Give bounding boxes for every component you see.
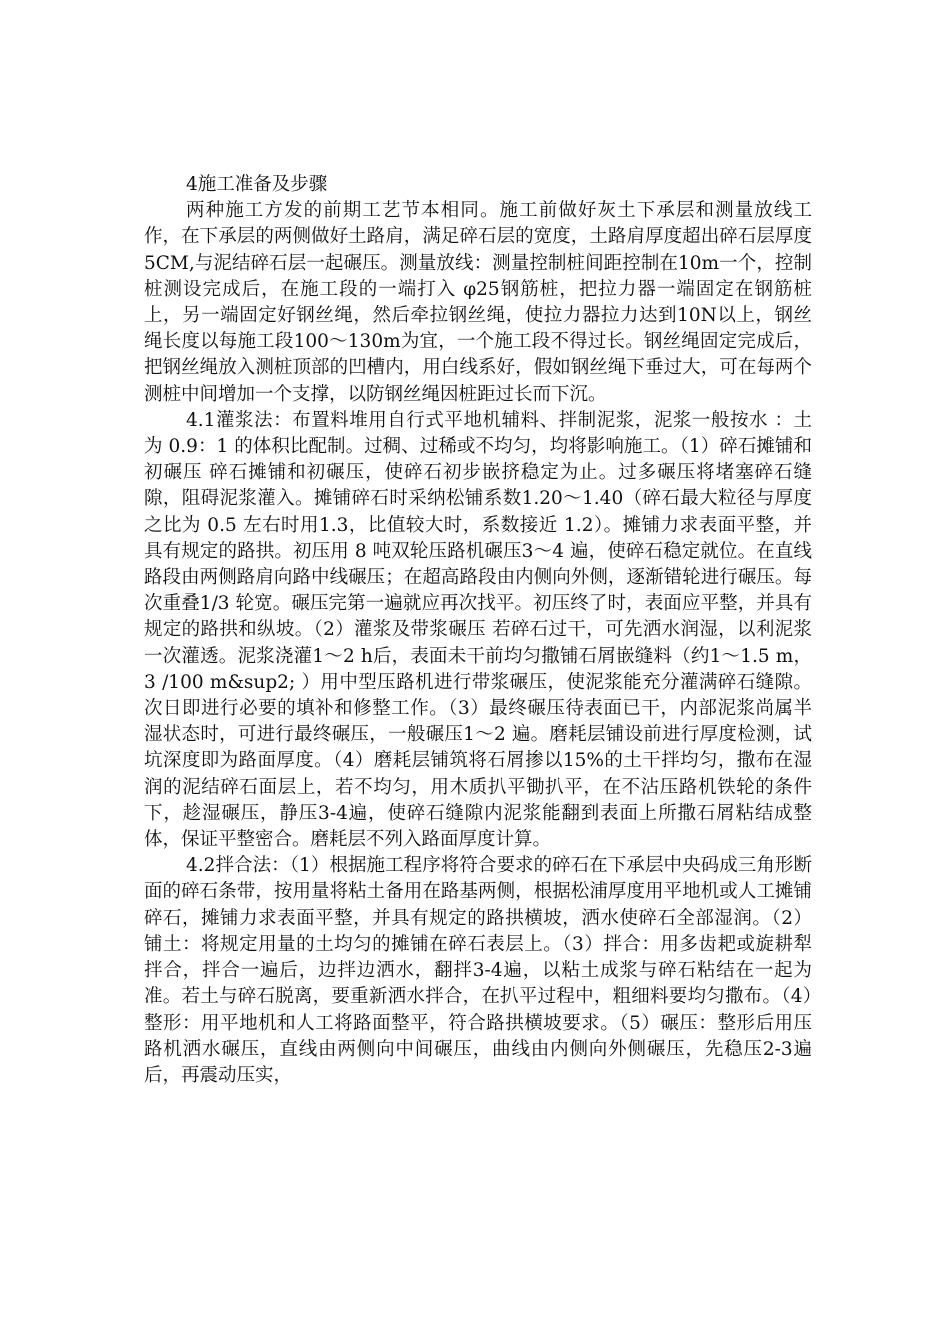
- paragraph-preparation: 两种施工方发的前期工艺节本相同。施工前做好灰土下承层和测量放线工作，在下承层的两侧做好土路肩，满足碎石层的宽度，土路肩厚度超出碎石层厚度5CM,与泥结碎石层一起碾压。测量放线：测量控制桩间距控制在10m一个，控制桩测设完成后，在施工段的一端打入 φ25钢筋桩，把拉力器一端固定在钢筋桩上，另一端固定好钢丝绳，然后牵拉钢丝绳，使拉力器拉力达到10N以上，钢丝绳长度以每施工段100～130m为宜，一个施工段不得过长。钢丝绳固定完成后，把钢丝绳放入测桩顶部的凹槽内，用白线系好，假如钢丝绳下垂过大，可在每两个测桩中间增加一个支撑，以防钢丝绳因桩距过长而下沉。: [144, 200, 812, 405]
- paragraph-grouting-method: 4.1灌浆法：布置料堆用自行式平地机辅料、拌制泥浆，泥浆一般按水 ：土为 0.9：1 的体积比配制。过稠、过稀或不均匀，均将影响施工。（1）碎石摊铺和初碾压 碎石摊铺和初碾压，使碎石初步嵌挤稳定为止。过多碾压将堵塞碎石缝隙，阻碍泥浆灌入。摊铺碎石时采纳松铺系数1.20～1.40（碎石最大粒径与厚度之比为 0.5 左右时用1.3，比值较大时，系数接近 1.2）。摊铺力求表面平整，并具有规定的路拱。初压用 8 吨双轮压路机碾压3～4 遍，使碎石稳定就位。在直线路段由两侧路肩向路中线碾压；在超高路段由内侧向外侧，逐渐错轮进行碾压。每次重叠1/3 轮宽。碾压完第一遍就应再次找平。初压终了时，表面应平整，并具有规定的路拱和纵坡。（2）灌浆及带浆碾压 若碎石过干，可先洒水润湿，以利泥浆一次灌透。泥浆浇灌1～2 h后，表面未干前均匀撒铺石屑嵌缝料（约1～1.5 m，3 /100 m&sup2; ）用中型压路机进行带浆碾压，使泥浆能充分灌满碎石缝隙。次日即进行必要的填补和修整工作。（3）最终碾压待表面已干，内部泥浆尚属半湿状态时，可进行最终碾压，一般碾压1～2 遍。磨耗层铺设前进行厚度检测，试坑深度即为路面厚度。（4）磨耗层铺筑将石屑掺以15%的土干拌均匀，撒布在湿润的泥结碎石面层上，若不均匀，用木质扒平锄扒平，在不沾压路机铁轮的条件下，趁湿碾压，静压3-4遍，使碎石缝隙内泥浆能翻到表面上所撒石屑粘结成整体，保证平整密合。磨耗层不列入路面厚度计算。: [144, 409, 812, 851]
- document-body: [144, 172, 812, 1089]
- paragraph-mixing-method: 4.2拌合法：（1）根据施工程序将符合要求的碎石在下承层中央码成三角形断面的碎石条带，按用量将粘土备用在路基两侧，根据松浦厚度用平地机或人工摊铺碎石，摊铺力求表面平整，并具有规定的路拱横坡，洒水使碎石全部湿润。（2）铺土：将规定用量的土均匀的摊铺在碎石表层上。（3）拌合：用多齿耙或旋耕犁拌合，拌合一遍后，边拌边洒水，翻拌3-4遍，以粘土成浆与碎石粘结在一起为准。若土与碎石脱离，要重新洒水拌合，在扒平过程中，粗细料要均匀撒布。（4）整形：用平地机和人工将路面整平，符合路拱横坡要求。（5）碾压：整形后用压路机洒水碾压，直线由两侧向中间碾压，曲线由内侧向外侧碾压，先稳压2-3遍后，再震动压实，: [144, 855, 812, 1086]
- section-heading: 4施工准备及步骤: [186, 174, 328, 195]
